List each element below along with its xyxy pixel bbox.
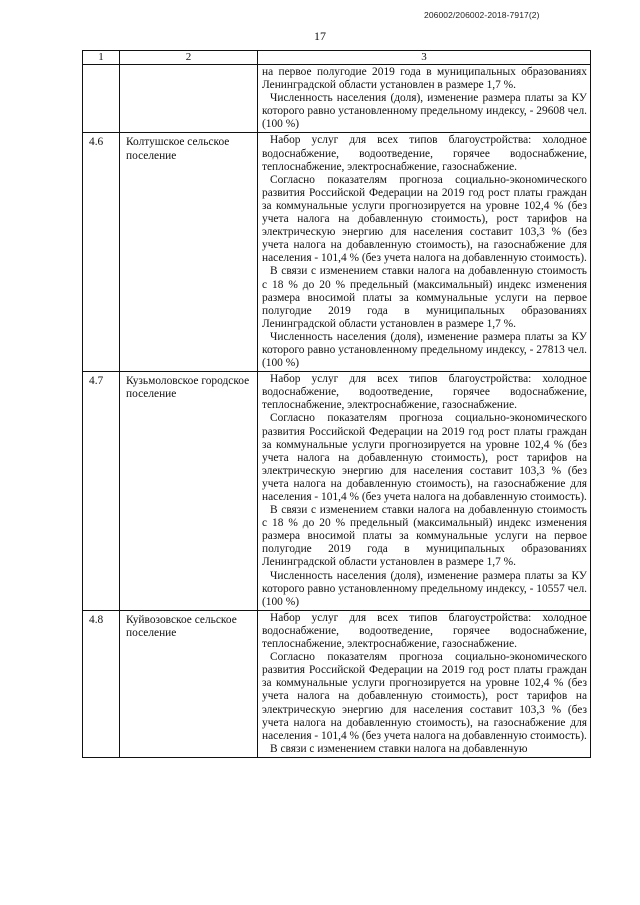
row-description (258, 610, 591, 757)
row-municipality (120, 65, 258, 133)
description-paragraph: Численность населения (доля), изменение размера платы за КУ которого равно установленному предельному индексу, - 10557 чел. (100 %) (262, 569, 587, 608)
row-description (258, 65, 591, 133)
row-municipality: Кузьмоловское городское поселение (120, 372, 258, 611)
description-paragraph: Набор услуг для всех типов благоустройства: холодное водоснабжение, водоотведение, горячее водоснабжение, теплоснабжение, электроснабжение, газоснабжение. (262, 373, 587, 412)
row-municipality: Куйвозовское сельское поселение (120, 610, 258, 757)
header-cell-2: 2 (120, 51, 258, 65)
description-paragraph: В связи с изменением ставки налога на добавленную стоимость с 18 % до 20 % предельный (максимальный) индекс изменения размера вносимой платы за коммунальные услуги на первое полугодие 2019 года в муниципальных образованиях Ленинградской области установлен в размере 1,7 %. (262, 504, 587, 569)
table-row (83, 133, 591, 372)
document-id: 206002/206002-2018-7917(2) (424, 10, 540, 20)
table-row (83, 610, 591, 757)
description-paragraph: Согласно показателям прогноза социально-экономического развития Российской Федерации на 2019 год рост платы граждан за коммунальные услуги прогнозируется на уровне 102,4 % (без учета налога на добавленную стоимость), рост тарифов на электрическую энергию для населения составит 103,3 % (без учета налога на добавленную стоимость), на газоснабжение для населения - 101,4 % (без учета налога на добавленную стоимость). (262, 173, 587, 265)
row-number: 4.6 (83, 133, 120, 372)
description-paragraph: на первое полугодие 2019 года в муниципальных образованиях Ленинградской области установлен в размере 1,7 %. (262, 66, 587, 92)
description-paragraph: Набор услуг для всех типов благоустройства: холодное водоснабжение, водоотведение, горячее водоснабжение, теплоснабжение, электроснабжение, газоснабжение. (262, 611, 587, 651)
row-number: 4.7 (83, 372, 120, 611)
description-paragraph: В связи с изменением ставки налога на добавленную (270, 742, 528, 755)
row-number: 4.8 (83, 610, 120, 757)
description-paragraph: Численность населения (доля), изменение размера платы за КУ которого равно установленному предельному индексу, - 29608 чел. (100 %) (262, 92, 587, 131)
table-row-continuation (83, 65, 591, 133)
description-paragraph: Согласно показателям прогноза социально-экономического развития Российской Федерации на 2019 год рост платы граждан за коммунальные услуги прогнозируется на уровне 102,4 % (без учета налога на добавленную стоимость), рост тарифов на электрическую энергию для населения составит 103,3 % (без учета налога на добавленную стоимость), на газоснабжение для населения - 101,4 % (без учета налога на добавленную стоимость). (262, 651, 587, 742)
description-paragraph: Численность населения (доля), изменение размера платы за КУ которого равно установленному предельному индексу, - 27813 чел. (100 %) (262, 330, 587, 370)
table-row (83, 372, 591, 611)
row-number (83, 65, 120, 133)
header-cell-3: 3 (258, 51, 591, 65)
row-description (258, 133, 591, 372)
header-cell-1: 1 (83, 51, 120, 65)
row-municipality: Колтушское сельское поселение (120, 133, 258, 372)
page-number: 17 (314, 29, 326, 43)
description-paragraph: В связи с изменением ставки налога на добавленную стоимость с 18 % до 20 % предельный (максимальный) индекс изменения размера вносимой платы за коммунальные услуги на первое полугодие 2019 года в муниципальных образованиях Ленинградской области установлен в размере 1,7 %. (262, 265, 587, 330)
table-header-row (83, 51, 591, 65)
row-description (258, 372, 591, 611)
description-paragraph: Набор услуг для всех типов благоустройства: холодное водоснабжение, водоотведение, горячее водоснабжение, теплоснабжение, электроснабжение, газоснабжение. (262, 134, 587, 173)
tariff-table (82, 50, 591, 758)
description-paragraph: Согласно показателям прогноза социально-экономического развития Российской Федерации на 2019 год рост платы граждан за коммунальные услуги прогнозируется на уровне 102,4 % (без учета налога на добавленную стоимость), рост тарифов на электрическую энергию для населения составит 103,3 % (без учета налога на добавленную стоимость), на газоснабжение для населения - 101,4 % (без учета налога на добавленную стоимость). (262, 412, 587, 503)
